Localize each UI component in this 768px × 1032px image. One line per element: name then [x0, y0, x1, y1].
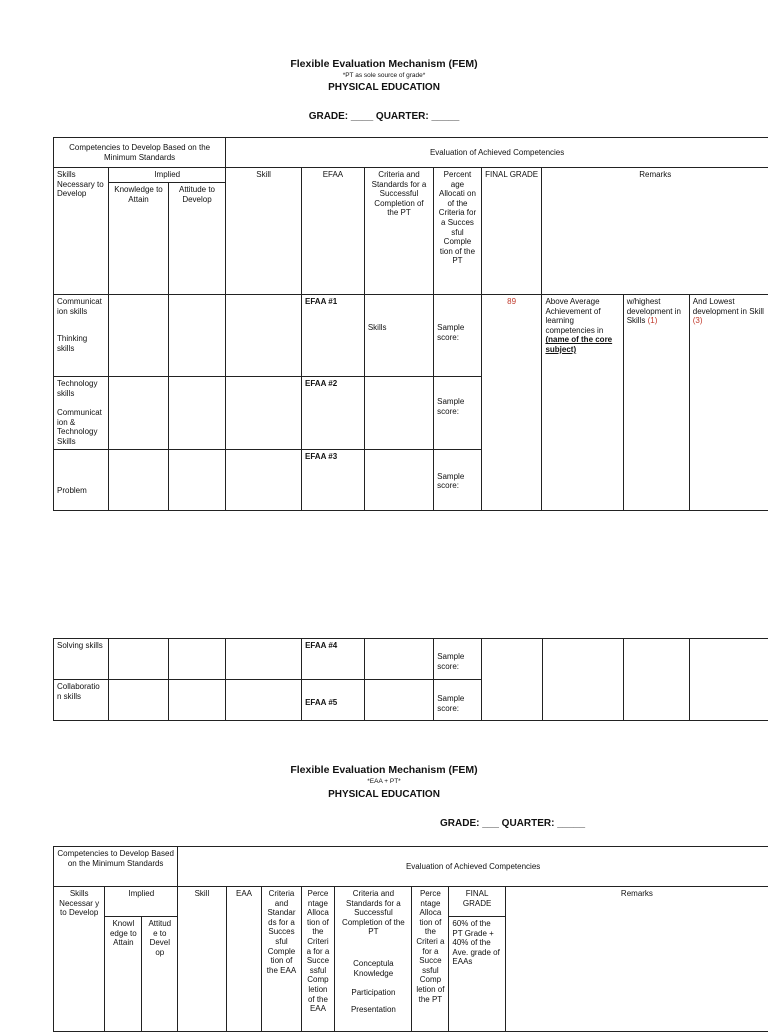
final-grade-value: 89: [481, 295, 542, 511]
doc2-subtitle: *EAA + PT*: [367, 778, 401, 785]
criteria-eaa-header: Criteria and Standar ds for a Succes sful Comple tion of the EAA: [262, 887, 301, 1032]
implied-header: Implied: [105, 887, 178, 917]
efaa-5-label: EFAA #5: [305, 698, 338, 707]
skills-cell: [54, 377, 109, 450]
sample-score: Sample score:: [437, 694, 465, 713]
skill-header: Skill: [226, 168, 302, 295]
doc1-subject: PHYSICAL EDUCATION: [328, 82, 440, 93]
sample-score: Sample score:: [437, 652, 465, 671]
skills-cell: [54, 449, 109, 510]
efaa-3: EFAA #3: [302, 449, 365, 510]
remarks-lowest: [689, 295, 768, 511]
sample-score: Sample score:: [437, 397, 465, 416]
skill-header: Skill: [178, 887, 226, 1032]
attitude-header: Attitude to Develop: [168, 183, 225, 295]
remarks-cell: [542, 639, 623, 721]
efaa-header: EFAA: [302, 168, 365, 295]
doc1-fem-table-continued: [53, 638, 768, 721]
table-cell: [168, 377, 225, 450]
criteria-header: Criteria and Standards for a Successful Completion of the PT: [364, 168, 433, 295]
knowledge-header: Knowledge to Attain: [109, 183, 169, 295]
table-cell: [109, 680, 169, 721]
table-cell: [168, 680, 225, 721]
competencies-header: Competencies to Develop Based on the Minimum Standards: [54, 138, 226, 168]
table-cell: [109, 295, 169, 377]
remarks-lowest-text: And Lowest development in Skill: [692, 297, 764, 316]
table-cell: [168, 449, 225, 510]
percentage-header: Percent age Allocati on of the Criteria for a Succes sful Comple tion of the PT: [434, 168, 482, 295]
criteria-participation: Participation: [351, 988, 396, 998]
criteria-skills: Skills: [367, 323, 387, 332]
skills-cell: [54, 295, 109, 377]
skill-solving: Solving skills: [54, 639, 109, 680]
table-cell: [109, 449, 169, 510]
doc2-title: Flexible Evaluation Mechanism (FEM): [290, 764, 478, 776]
implied-header: Implied: [109, 168, 226, 183]
doc1-title: Flexible Evaluation Mechanism (FEM): [290, 58, 478, 70]
table-cell: [168, 295, 225, 377]
core-subject-placeholder: (name of the core subject): [545, 335, 613, 354]
doc1-subtitle: *PT as sole source of grade*: [342, 72, 426, 79]
skill-comm-tech: Communicat ion & Technology Skills: [57, 408, 102, 446]
efaa-1: EFAA #1: [302, 295, 365, 377]
skill-collaboration: Collaboratio n skills: [54, 680, 109, 721]
doc2-grade-quarter: GRADE: ___ QUARTER: _____: [440, 818, 586, 829]
criteria-cell: [364, 449, 433, 510]
efaa-4: EFAA #4: [302, 639, 365, 680]
final-grade-formula: 60% of the PT Grade + 40% of the Ave. grade of EAAs: [449, 917, 505, 1032]
percentage-eaa-header: Perce ntage Alloca tion of the Criteri a for a Succe ssful Comp letion of the EAA: [301, 887, 335, 1032]
doc1-grade-quarter: GRADE: ____ QUARTER: _____: [308, 111, 460, 122]
criteria-conceptual-knowledge: Conceptula Knowledge: [353, 958, 394, 978]
sample-score: Sample score:: [437, 471, 465, 491]
evaluation-header: Evaluation of Achieved Competencies: [178, 847, 768, 887]
remarks-highest-number: (1): [647, 316, 658, 326]
percentage-cell: [434, 295, 482, 377]
skills-necessary-header: Skills Necessar y to Develop: [54, 887, 105, 1032]
doc2-fem-table: [53, 846, 768, 1032]
final-grade-header: FINAL GRADE: [449, 887, 505, 917]
percentage-cell: [434, 680, 482, 721]
remarks-achievement: [542, 295, 623, 511]
table-cell: [109, 639, 169, 680]
remarks-header: Remarks: [505, 887, 768, 1032]
eaa-header: EAA: [226, 887, 262, 1032]
criteria-presentation: Presentation: [350, 1004, 396, 1014]
table-cell: [226, 295, 302, 377]
table-cell: [226, 377, 302, 450]
table-cell: [168, 639, 225, 680]
criteria-cell: [364, 377, 433, 450]
remarks-lowest-number: (3): [692, 316, 703, 326]
percentage-cell: [434, 377, 482, 450]
skills-necessary-header: Skills Necessary to Develop: [54, 168, 109, 295]
remarks-header: Remarks: [542, 168, 768, 295]
efaa-2: EFAA #2: [302, 377, 365, 450]
competencies-header: Competencies to Develop Based on the Minimum Standards: [54, 847, 178, 887]
table-cell: [226, 639, 302, 680]
table-cell: [226, 680, 302, 721]
criteria-pt-header: [335, 887, 412, 1032]
attitude-header: Attitud e to Devel op: [142, 917, 178, 1032]
table-cell: [109, 377, 169, 450]
remarks-cell: [689, 639, 768, 721]
table-cell: [226, 449, 302, 510]
remarks-achievement-text: Above Average Achievement of learning competencies in: [545, 297, 604, 335]
percentage-cell: [434, 449, 482, 510]
skill-technology: Technology skills: [57, 379, 98, 398]
remarks-highest: [623, 295, 689, 511]
knowledge-header: Knowl edge to Attain: [105, 917, 142, 1032]
final-grade-cell: [481, 639, 542, 721]
skill-communication: Communicat ion skills: [57, 297, 102, 316]
percentage-cell: [434, 639, 482, 680]
criteria-cell: [364, 680, 433, 721]
skill-problem: Problem: [57, 485, 87, 495]
evaluation-header: Evaluation of Achieved Competencies: [226, 138, 768, 168]
doc1-fem-table: [53, 137, 768, 511]
criteria-cell: [364, 639, 433, 680]
remarks-cell: [623, 639, 689, 721]
final-grade-header: FINAL GRADE: [481, 168, 542, 295]
skill-thinking: Thinking skills: [57, 334, 88, 353]
criteria-cell: [364, 295, 433, 377]
efaa-5: [302, 680, 365, 721]
sample-score: Sample score:: [437, 323, 465, 342]
percentage-pt-header: Perce ntage Alloca tion of the Criteri a for a Succe ssful Comp letion of the PT: [412, 887, 449, 1032]
remarks-highest-text: w/highest development in Skills: [626, 297, 681, 326]
doc2-subject: PHYSICAL EDUCATION: [328, 789, 440, 800]
criteria-pt-title: Criteria and Standards for a Successful Completion of the PT: [342, 889, 405, 937]
